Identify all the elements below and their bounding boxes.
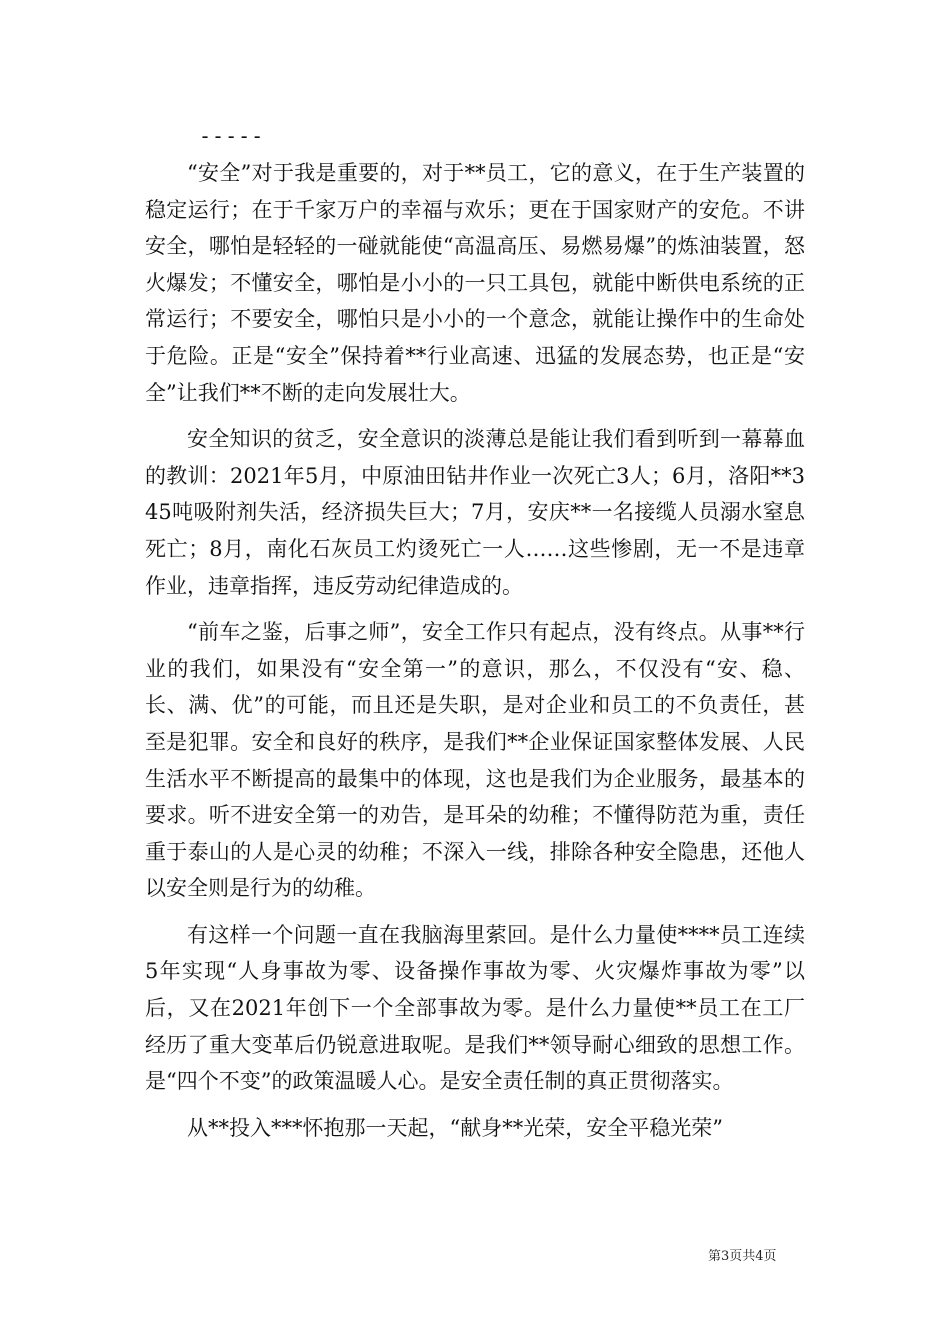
document-body: [145, 155, 805, 1156]
paragraph-1: “安全”对于我是重要的，对于**员工，它的意义，在于生产装置的稳定运行；在于千家万户的幸福与欢乐；更在于国家财产的安危。不讲安全，哪怕是轻轻的一碰就能使“高温高压、易燃易爆”的炼油装置，怒火爆发；不懂安全，哪怕是小小的一只工具包，就能中断供电系统的正常运行；不要安全，哪怕只是小小的一个意念，就能让操作中的生命处于危险。正是“安全”保持着**行业高速、迅猛的发展态势，也正是“安全”让我们**不断的走向发展壮大。: [145, 161, 805, 405]
page-number-footer: 第3页共4页: [708, 1249, 777, 1264]
paragraph-2: 安全知识的贫乏，安全意识的淡薄总是能让我们看到听到一幕幕血的教训：2021年5月，中原油田钻井作业一次死亡3人；6月，洛阳**345吨吸附剂失活，经济损失巨大；7月，安庆**一名接缆人员溺水窒息死亡；8月，南化石灰员工灼烫死亡一人……这些惨剧，无一不是违章作业，违章指挥，违反劳动纪律造成的。: [145, 427, 805, 598]
header-dashes: -----: [199, 124, 265, 148]
paragraph-5: 从**投入***怀抱那一天起，“献身**光荣，安全平稳光荣”: [187, 1115, 723, 1140]
paragraph-4: 有这样一个问题一直在我脑海里萦回。是什么力量使****员工连续5年实现“人身事故为零、设备操作事故为零、火灾爆炸事故为零”以后，又在2021年创下一个全部事故为零。是什么力量使**员工在工厂经历了重大变革后仍锐意进取呢。是我们**领导耐心细致的思想工作。是“四个不变”的政策温暖人心。是安全责任制的真正贯彻落实。: [145, 922, 805, 1094]
paragraph-3: “前车之鉴，后事之师”，安全工作只有起点，没有终点。从事**行业的我们，如果没有“安全第一”的意识，那么，不仅没有“安、稳、长、满、优”的可能，而且还是失职，是对企业和员工的不负责任，甚至是犯罪。安全和良好的秩序，是我们**企业保证国家整体发展、人民生活水平不断提高的最集中的体现，这也是我们为企业服务，最基本的要求。听不进安全第一的劝告，是耳朵的幼稚；不懂得防范为重，责任重于泰山的人是心灵的幼稚；不深入一线，排除各种安全隐患，还他人以安全则是行为的幼稚。: [145, 620, 805, 901]
